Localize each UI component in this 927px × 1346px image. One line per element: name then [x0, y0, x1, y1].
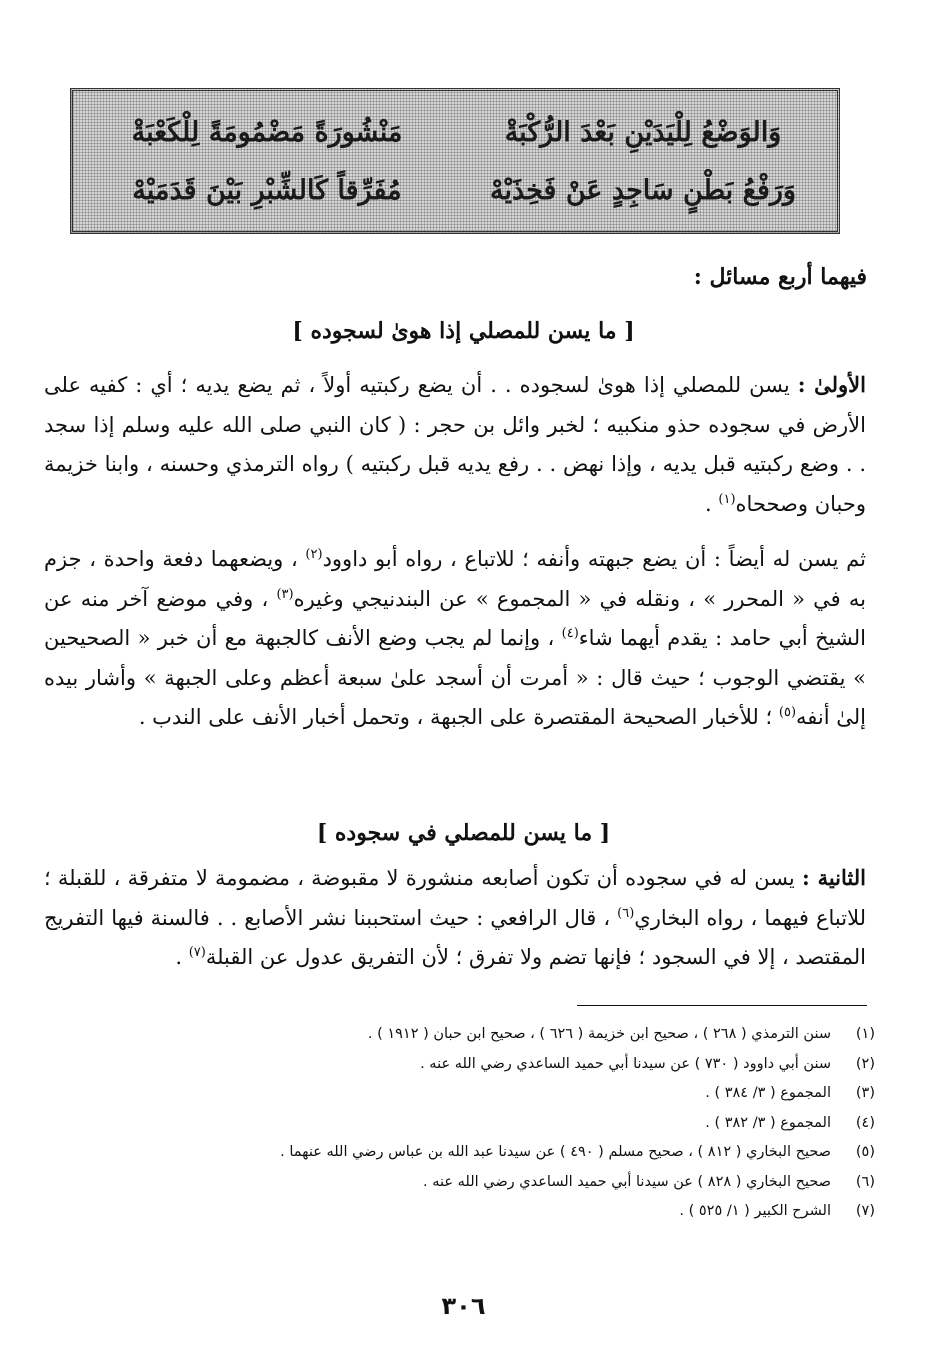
footnote-number: (٦) [855, 1173, 875, 1190]
poem-line-2-first-hemistich: وَرَفْعُ بَطْنٍ سَاجِدٍ عَنْ فَخِذَيْهْ [489, 175, 797, 206]
paragraph-text: ، ويضعهما دفعة واحدة ، جزم به في « المحرر » ، ونقله في « المجموع » عن البندنيجي وغيره [44, 547, 866, 611]
footnote-item [55, 1050, 875, 1080]
footnote-marker[interactable]: (٣) [276, 586, 294, 602]
poem-line-1 [73, 103, 837, 163]
paragraph-second-issue [44, 858, 866, 978]
poem-line-2-second-hemistich: مُفَرِّقاً كَالشِّبْرِ بَيْنَ قَدَمَيْهْ [132, 175, 402, 206]
footnote-marker[interactable]: (٦) [617, 905, 635, 921]
footnote-number: (٧) [855, 1203, 875, 1219]
footnote-text: الشرح الكبير ( ١/ ٥٢٥ ) . [679, 1203, 831, 1219]
footnote-text: المجموع ( ٣/ ٣٨٢ ) . [705, 1114, 831, 1131]
footnote-marker[interactable]: (٤) [561, 626, 579, 641]
paragraph-text: يسن للمصلي إذا هوىٰ لسجوده . . أن يضع ركبتيه أولاً ، ثم يضع يديه ؛ أي : كفيه على الأرض في سجوده حذو منكبيه ؛ لخبر وائل بن حجر : ( كان النبي صلى الله عليه وسلم إذا سجد . . وضع ركبتيه قبل يديه ، وإذا نهض . . رفع يديه قبل ركبتيه ) رواه الترمذي وحسنه ، وابنا خزيمة وحبان وصححاه [44, 373, 866, 516]
footnote-number: (٣) [855, 1085, 875, 1101]
footnote-text: صحيح البخاري ( ٨٢٨ ) عن سيدنا أبي حميد الساعدي رضي الله عنه . [423, 1173, 831, 1190]
paragraph-text: . [175, 945, 189, 969]
footnote-number: (١) [855, 1026, 875, 1042]
paragraph-text: ، وإنما لم يجب وضع الأنف كالجبهة مع أن خبر « الصحيحين » يقتضي الوجوب ؛ حيث قال : « أمرت أن أسجد علىٰ سبعة أعظم وعلى الجبهة » وأشار بيده إلىٰ أنفه [44, 626, 866, 729]
paragraph-text: ، وفي موضع آخر منه عن الشيخ أبي حامد : يقدم أيهما شاء [44, 586, 866, 650]
footnote-text: سنن أبي داوود ( ٧٣٠ ) عن سيدنا أبي حميد الساعدي رضي الله عنه . [420, 1055, 831, 1072]
footnote-number: (٤) [855, 1114, 875, 1131]
poem-verse-box [70, 88, 840, 234]
footnote-marker[interactable]: (٢) [305, 547, 323, 562]
footnote-separator [577, 1005, 867, 1006]
footnote-number: (٢) [855, 1055, 875, 1072]
footnote-item [55, 1138, 875, 1168]
footnote-text: سنن الترمذي ( ٢٦٨ ) ، صحيح ابن خزيمة ( ٦٢٦ ) ، صحيح ابن حبان ( ١٩١٢ ) . [367, 1026, 831, 1042]
paragraph-nose-forehead [44, 540, 866, 738]
footnote-number: (٥) [855, 1144, 875, 1160]
footnote-marker[interactable]: (٥) [778, 705, 797, 720]
paragraph-first-issue [44, 365, 866, 524]
paragraph-text: ؛ للأخبار الصحيحة المقتصرة على الجبهة ، وتحمل أخبار الأنف على الندب . [138, 705, 773, 729]
footnote-text: المجموع ( ٣/ ٣٨٤ ) . [705, 1085, 831, 1101]
footnote-item [55, 1079, 875, 1109]
section-heading-first: [ ما يسن للمصلي إذا هوىٰ لسجوده ] [292, 318, 635, 344]
paragraph-lead: الثانية : [801, 865, 866, 890]
paragraph-text: ، قال الرافعي : حيث استحببنا نشر الأصابع . . فالسنة فيها التفريج المقتصد ، إلا في السجود ؛ فإنها تضم ولا تفرق ؛ لأن التفريق عدول عن القبلة [44, 905, 866, 969]
footnote-marker[interactable]: (١) [718, 491, 736, 507]
footnote-marker[interactable]: (٧) [188, 945, 206, 960]
paragraph-lead: الأولىٰ : [797, 372, 866, 397]
intro-line: فيهما أربع مسائل : [693, 264, 867, 290]
poem-line-2 [73, 161, 837, 221]
footnotes-list [55, 1020, 875, 1227]
paragraph-text: يسن له في سجوده أن تكون أصابعه منشورة لا مقبوضة ، مضمومة لا متفرقة ، للقبلة ؛ للاتباع فيهما ، رواه البخاري [44, 866, 866, 930]
footnote-text: صحيح البخاري ( ٨١٢ ) ، صحيح مسلم ( ٤٩٠ ) عن سيدنا عبد الله بن عباس رضي الله عنهما . [280, 1144, 831, 1160]
paragraph-text: ثم يسن له أيضاً : أن يضع جبهته وأنفه ؛ للاتباع ، رواه أبو داوود [322, 547, 866, 571]
poem-line-1-first-hemistich: وَالوَضْعُ لِلْيَدَيْنِ بَعْدَ الرُّكْبَةْ [504, 117, 782, 148]
paragraph-text: . [705, 491, 719, 516]
footnote-item [55, 1020, 875, 1050]
footnote-item [55, 1168, 875, 1198]
footnote-item [55, 1109, 875, 1139]
page-number: ٣٠٦ [441, 1292, 486, 1320]
section-heading-second: [ ما يسن للمصلي في سجوده ] [316, 820, 611, 846]
footnote-item [55, 1197, 875, 1227]
poem-line-1-second-hemistich: مَنْشُورَةً مَضْمُومَةً لِلْكَعْبَةْ [131, 117, 403, 148]
